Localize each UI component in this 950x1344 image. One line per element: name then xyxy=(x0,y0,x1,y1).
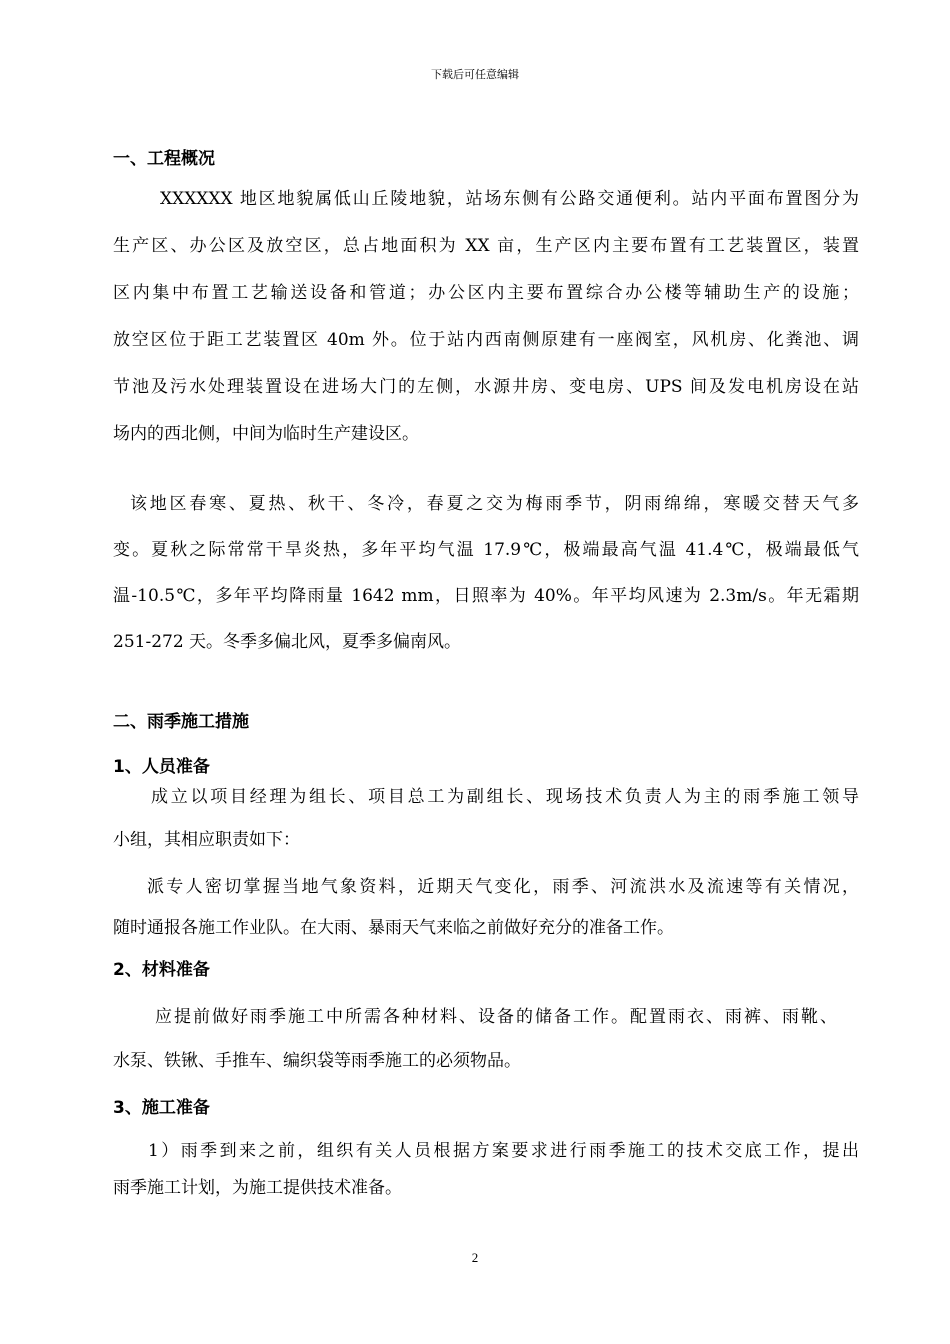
section-2-heading: 二、雨季施工措施 xyxy=(113,712,249,732)
text-line: 区内集中布置工艺输送设备和管道；办公区内主要布置综合办公楼等辅助生产的设施； xyxy=(113,283,859,303)
page-number: 2 xyxy=(471,1250,479,1265)
text-line: 该地区春寒、夏热、秋干、冬冷，春夏之交为梅雨季节，阴雨绵绵，寒暖交替天气多 xyxy=(130,494,859,514)
text-line: 251-272 天。冬季多偏北风，夏季多偏南风。 xyxy=(113,632,462,652)
text-line: 温-10.5℃，多年平均降雨量 1642 mm，日照率为 40%。年平均风速为 2.3m/s。年无霜期 xyxy=(113,586,859,606)
text-line: 派专人密切掌握当地气象资料，近期天气变化，雨季、河流洪水及流速等有关情况， xyxy=(147,877,859,897)
subsection-1-heading: 1、人员准备 xyxy=(113,757,210,777)
text-line: 1）雨季到来之前，组织有关人员根据方案要求进行雨季施工的技术交底工作，提出 xyxy=(148,1141,859,1161)
text-line: 小组，其相应职责如下： xyxy=(113,830,300,850)
text-line: 场内的西北侧，中间为临时生产建设区。 xyxy=(113,424,419,444)
text-line: 放空区位于距工艺装置区 40m 外。位于站内西南侧原建有一座阀室，风机房、化粪池、调 xyxy=(113,330,859,350)
subsection-1-paragraph-2 xyxy=(113,870,859,945)
text-line: 应提前做好雨季施工中所需各种材料、设备的储备工作。配置雨衣、雨裤、雨靴、 xyxy=(155,1007,837,1027)
text-line: XXXXXX 地区地貌属低山丘陵地貌，站场东侧有公路交通便利。站内平面布置图分为 xyxy=(160,189,859,209)
subsection-3-paragraph-1 xyxy=(113,1134,859,1205)
text-line: 变。夏秋之际常常干旱炎热，多年平均气温 17.9℃，极端最高气温 41.4℃，极端最低气 xyxy=(113,540,859,560)
section-1-paragraph-2 xyxy=(113,487,859,659)
text-line: 节池及污水处理装置设在进场大门的左侧，水源井房、变电房、UPS 间及发电机房设在站 xyxy=(113,377,859,397)
text-line: 生产区、办公区及放空区，总占地面积为 XX 亩，生产区内主要布置有工艺装置区，装置 xyxy=(113,236,859,256)
subsection-1-paragraph-1 xyxy=(113,780,859,857)
text-line: 成立以项目经理为组长、项目总工为副组长、现场技术负责人为主的雨季施工领导 xyxy=(151,787,859,807)
text-line: 水泵、铁锹、手推车、编织袋等雨季施工的必须物品。 xyxy=(113,1051,521,1071)
page-header: 下载后可任意编辑 xyxy=(431,68,519,81)
subsection-2-heading: 2、材料准备 xyxy=(113,960,210,980)
subsection-3-heading: 3、施工准备 xyxy=(113,1098,210,1118)
subsection-2-paragraph-1 xyxy=(113,1000,859,1078)
text-line: 雨季施工计划，为施工提供技术准备。 xyxy=(113,1178,402,1198)
section-1-heading: 一、工程概况 xyxy=(113,149,215,169)
text-line: 随时通报各施工作业队。在大雨、暴雨天气来临之前做好充分的准备工作。 xyxy=(113,918,674,938)
section-1-paragraph-1 xyxy=(113,182,859,451)
